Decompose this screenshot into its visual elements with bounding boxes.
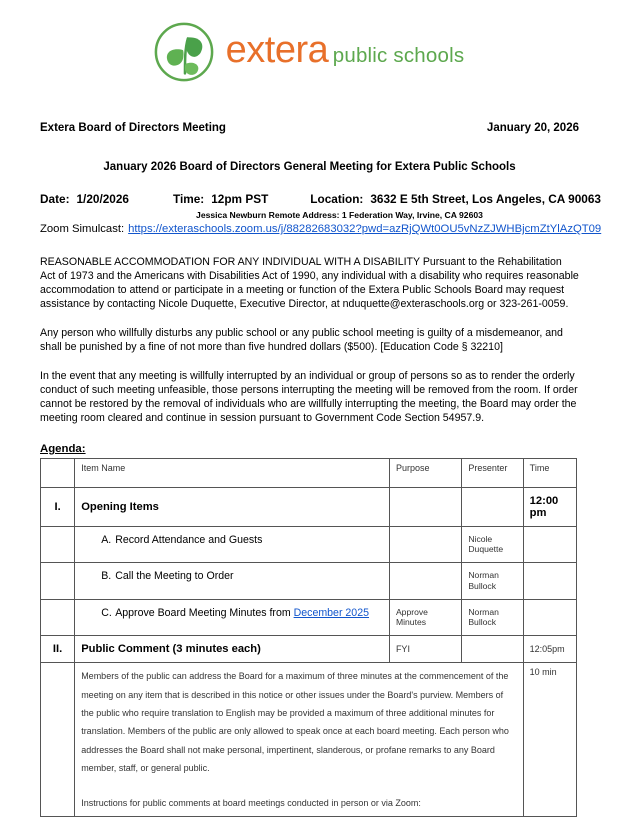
agenda-item-time — [523, 563, 576, 599]
public-comment-paragraph-2: Instructions for public comments at board meetings conducted in person or via Zoom: — [81, 797, 421, 808]
agenda-item-purpose: Approve Minutes — [389, 599, 461, 635]
agenda-item-number — [41, 526, 75, 562]
public-comment-instructions — [75, 663, 523, 817]
agenda-item-name — [75, 563, 390, 599]
disturbance-notice: Any person who willfully disturbs any public school or any public school meeting is guilty of a misdemeanor, and shall be punished by a fine of not more than five hundred dollars ($500). [Education Code § 32210] — [40, 326, 563, 353]
agenda-item-letter: B. — [101, 570, 112, 583]
accommodation-notice: REASONABLE ACCOMMODATION FOR ANY INDIVIDUAL WITH A DISABILITY Pursuant to the Rehabilitation Act of 1973 and the Americans with Disabilities Act of 1990, any individual with a disability who requires reasonable accommodation to attend or participate in a meeting or function of the Extera Public Schools Board may request assistance by contacting Nicole Duquette, Executive Director, at nduquette@exteraschools.org or 323-261-0059. — [40, 256, 579, 310]
column-header-item: Item Name — [75, 458, 390, 487]
agenda-item-number — [41, 599, 75, 635]
table-row — [41, 636, 577, 663]
agenda-item-time: 12:05pm — [523, 636, 576, 663]
agenda-table — [40, 458, 577, 817]
agenda-item-number — [41, 563, 75, 599]
time-label: Time: — [172, 192, 205, 206]
meeting-location — [310, 192, 601, 206]
logo — [0, 0, 617, 78]
table-row — [41, 599, 577, 635]
agenda-item-purpose — [389, 487, 461, 526]
agenda-item-presenter — [462, 636, 523, 663]
agenda-heading: Agenda: — [40, 442, 86, 455]
time-value: 12pm PST — [211, 192, 269, 206]
agenda-item-time — [523, 526, 576, 562]
agenda-item-number — [41, 663, 75, 817]
document-header — [40, 122, 579, 134]
agenda-item-presenter: Nicole Duquette — [462, 526, 523, 562]
agenda-item-presenter — [462, 487, 523, 526]
meeting-title: January 2026 Board of Directors General Meeting for Extera Public Schools — [103, 161, 516, 173]
zoom-meeting-link[interactable]: https://exteraschools.zoom.us/j/88282683032?pwd=azRjQWt0OU5vNzZJWHBjcmZtYlAzQT09 — [128, 223, 602, 235]
agenda-item-number: I. — [41, 487, 75, 526]
interruption-notice: In the event that any meeting is willfully interrupted by an individual or group of persons so as to render the orderly conduct of such meeting unfeasible, those persons interrupting the meeting will be removed from the room. If order cannot be restored by the removal of individuals who are willfully interrupting the meeting, the Board may order the meeting room cleared and continue in session pursuant to Government Code Section 54957.9. — [40, 369, 578, 424]
date-value: 1/20/2026 — [76, 192, 129, 206]
agenda-item-letter: C. — [101, 606, 112, 619]
agenda-item-name: Public Comment (3 minutes each) — [75, 636, 390, 663]
table-row — [41, 663, 577, 817]
page-title: Extera Board of Directors Meeting — [40, 122, 226, 134]
agenda-item-time — [523, 599, 576, 635]
logo-tagline-text: public schools — [332, 44, 465, 68]
zoom-label: Zoom Simulcast: — [40, 223, 125, 235]
agenda-item-text: Call the Meeting to Order — [115, 570, 234, 583]
agenda-item-name — [75, 526, 390, 562]
agenda-item-name: Opening Items — [75, 487, 390, 526]
column-header-time: Time — [523, 458, 576, 487]
agenda-item-presenter: Norman Bullock — [462, 599, 523, 635]
table-row — [41, 487, 577, 526]
meeting-details-line — [40, 192, 601, 206]
agenda-item-name — [75, 599, 390, 635]
remote-address-line: Jessica Newburn Remote Address: 1 Federation Way, Irvine, CA 92603 — [196, 210, 483, 220]
location-value: 3632 E 5th Street, Los Angeles, CA 90063 — [370, 192, 601, 206]
logo-wordmark — [225, 29, 465, 72]
table-row — [41, 563, 577, 599]
meeting-time — [173, 192, 268, 206]
agenda-item-purpose — [389, 526, 461, 562]
header-date: January 20, 2026 — [486, 122, 579, 134]
column-header-num — [41, 458, 75, 487]
table-header-row — [41, 458, 577, 487]
minutes-december-link[interactable]: December 2025 — [293, 606, 369, 619]
meeting-date — [40, 192, 129, 206]
column-header-presenter: Presenter — [462, 458, 523, 487]
public-comment-duration: 10 min — [523, 663, 576, 817]
location-label: Location: — [310, 192, 364, 206]
agenda-item-time: 12:00 pm — [523, 487, 576, 526]
agenda-item-purpose — [389, 563, 461, 599]
agenda-item-text: Record Attendance and Guests — [115, 533, 263, 546]
agenda-item-presenter: Norman Bullock — [462, 563, 523, 599]
agenda-item-number: II. — [41, 636, 75, 663]
agenda-item-text: Approve Board Meeting Minutes from — [115, 606, 294, 619]
table-row — [41, 526, 577, 562]
leaf-circle-icon — [153, 21, 215, 83]
public-comment-paragraph-1: Members of the public can address the Board for a maximum of three minutes at the commencement of the meeting on any item that is described in this notice or other issues under the Board's purview. Members of the public who require translation to English may be provided a maximum of three additional minutes for translation. Members of the public are only allowed to speak once at each board meeting. Each person who addresses the Board shall not make personal, impertinent, slanderous, or profane remarks to any Board member, staff, or general public. — [81, 671, 509, 774]
agenda-item-purpose: FYI — [389, 636, 461, 663]
column-header-purpose: Purpose — [389, 458, 461, 487]
logo-brand-text: extera — [225, 29, 329, 72]
date-label: Date: — [40, 192, 70, 206]
agenda-item-letter: A. — [101, 533, 112, 546]
zoom-simulcast-line — [40, 223, 602, 235]
